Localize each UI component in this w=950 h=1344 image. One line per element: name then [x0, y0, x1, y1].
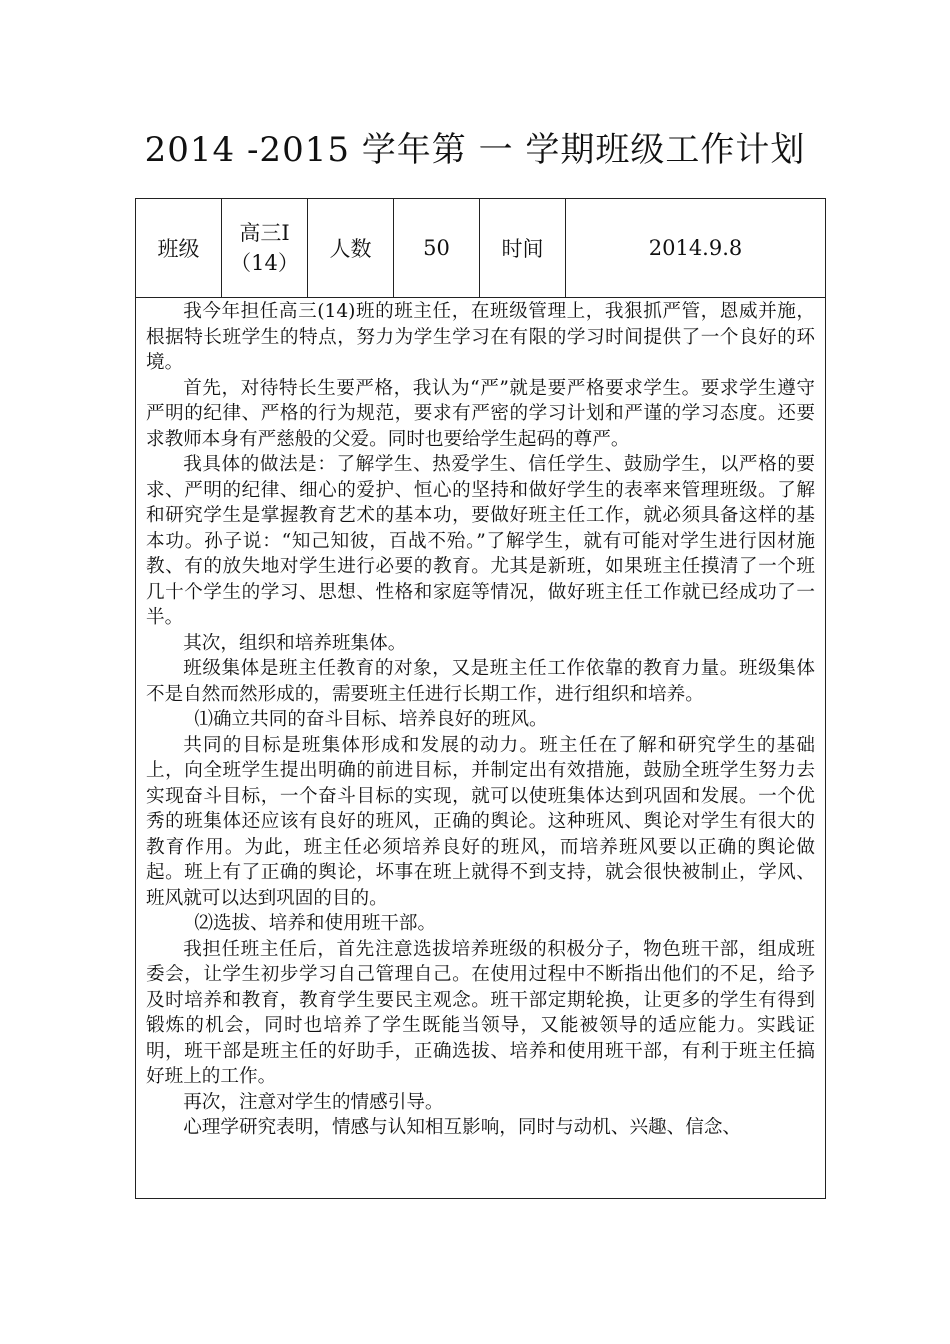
paragraph: ⑴确立共同的奋斗目标、培养良好的班风。: [194, 709, 548, 730]
header-row: [136, 199, 826, 298]
time-value: 2014.9.8: [566, 199, 826, 298]
class-value-line1: 高三Ⅰ: [239, 221, 290, 245]
paragraph: 我今年担任高三(14)班的班主任，在班级管理上，我狠抓严管，恩威并施，根据特长班学生的特点，努力为学生学习在有限的学习时间提供了一个良好的环境。: [146, 301, 815, 373]
paragraph: 心理学研究表明，情感与认知相互影响，同时与动机、兴趣、信念、: [183, 1117, 742, 1138]
time-label: 时间: [480, 199, 566, 298]
class-value: [222, 199, 308, 298]
paragraph: 我具体的做法是：了解学生、热爱学生、信任学生、鼓励学生，以严格的要求、严明的纪律、细心的爱护、恒心的坚持和做好学生的表率来管理班级。了解和研究学生是掌握教育艺术的基本功，要做好班主任工作，就必须具备这样的基本功。孙子说：“知己知彼，百战不殆。”了解学生，就有可能对学生进行因材施教、有的放失地对学生进行必要的教育。尤其是新班，如果班主任摸清了一个班几十个学生的学习、思想、性格和家庭等情况，做好班主任工作就已经成功了一半。: [146, 454, 815, 628]
plan-table: [135, 198, 826, 1199]
count-label: 人数: [308, 199, 394, 298]
class-value-line2: （14）: [230, 251, 299, 275]
paragraph: 其次，组织和培养班集体。: [183, 632, 407, 654]
plan-body-cell: [136, 298, 826, 1199]
paragraph: 首先，对待特长生要严格，我认为“严”就是要严格要求学生。要求学生遵守严明的纪律、严格的行为规范，要求有严密的学习计划和严谨的学习态度。还要求教师本身有严慈般的父爱。同时也要给学生起码的尊严。: [146, 377, 815, 450]
paragraph: 我担任班主任后，首先注意选拔培养班级的积极分子，物色班干部，组成班委会，让学生初步学习自己管理自己。在使用过程中不断指出他们的不足，给予及时培养和教育，教育学生要民主观念。班干部定期轮换，让更多的学生有得到锻炼的机会，同时也培养了学生既能当领导，又能被领导的适应能力。实践证明，班干部是班主任的好助手，正确选拔、培养和使用班干部，有利于班主任搞好班上的工作。: [146, 938, 815, 1087]
plan-body-text: [136, 298, 825, 1141]
count-value: 50: [394, 199, 480, 298]
body-row: [136, 298, 826, 1199]
paragraph: 再次，注意对学生的情感引导。: [183, 1091, 444, 1113]
paragraph: 班级集体是班主任教育的对象，又是班主任工作依靠的教育力量。班级集体不是自然而然形成的，需要班主任进行长期工作，进行组织和培养。: [146, 658, 815, 705]
document-title: 2014 -2015 学年第 一 学期班级工作计划: [144, 130, 806, 170]
paragraph: ⑵选拔、培养和使用班干部。: [194, 913, 437, 934]
class-label: 班级: [136, 199, 222, 298]
paragraph: 共同的目标是班集体形成和发展的动力。班主任在了解和研究学生的基础上，向全班学生提出明确的前进目标，并制定出有效措施，鼓励全班学生努力去实现奋斗目标，一个奋斗目标的实现，就可以使班集体达到巩固和发展。一个优秀的班集体还应该有良好的班风，正确的舆论。这种班风、舆论对学生有很大的教育作用。为此，班主任必须培养良好的班风，而培养班风要以正确的舆论做起。班上有了正确的舆论，坏事在班上就得不到支持，就会很快被制止，学风、班风就可以达到巩固的目的。: [146, 734, 815, 909]
